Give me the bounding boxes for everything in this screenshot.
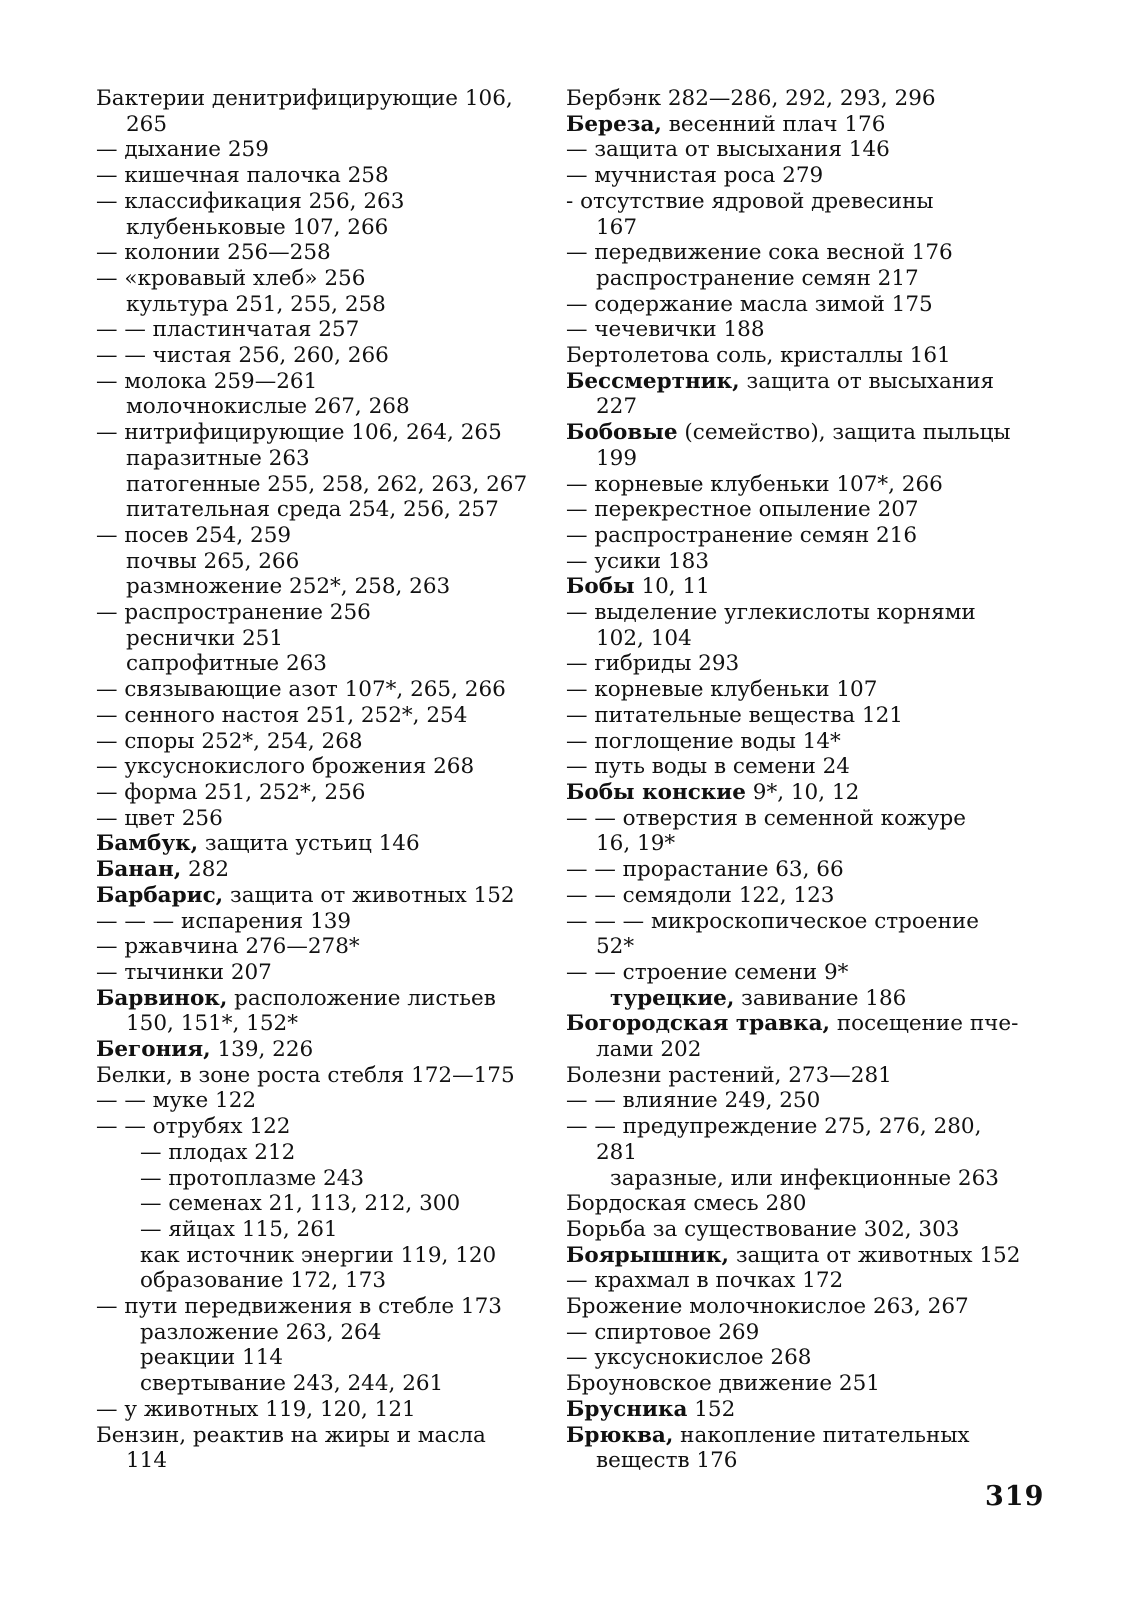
right-column xyxy=(566,86,1046,1474)
index-entry xyxy=(96,1191,556,1217)
index-text: — — чистая 256, 260, 266 xyxy=(96,343,389,369)
index-text: Бербэнк 282—286, 292, 293, 296 xyxy=(566,86,936,111)
index-text: 265 xyxy=(126,111,168,137)
index-text: — тычинки 207 xyxy=(96,959,272,985)
index-entry xyxy=(96,986,556,1012)
index-text: — питательные вещества 121 xyxy=(566,702,903,728)
index-text: — мучнистая роса 279 xyxy=(566,163,824,189)
index-entry xyxy=(96,86,556,112)
index-entry xyxy=(96,163,556,189)
index-entry xyxy=(96,677,556,703)
index-text: — корневые клубеньки 107*, 266 xyxy=(566,471,943,497)
index-entry xyxy=(566,394,1046,420)
index-entry xyxy=(566,215,1046,241)
index-text: — — семядоли 122, 123 xyxy=(566,882,835,908)
index-entry xyxy=(96,420,556,446)
index-entry xyxy=(96,1294,556,1320)
index-entry xyxy=(96,626,556,652)
index-entry xyxy=(96,446,556,472)
index-entry xyxy=(566,523,1046,549)
index-text: весенний плач 176 xyxy=(661,111,886,137)
index-term: Барбарис, xyxy=(96,882,224,908)
index-term: Бобы xyxy=(566,574,635,600)
index-entry xyxy=(566,729,1046,755)
index-text: — нитрифицирующие 106, 264, 265 xyxy=(96,420,502,446)
index-text: образование 172, 173 xyxy=(140,1268,387,1294)
index-text: — — — микроскопическое строение xyxy=(566,908,979,934)
index-entry xyxy=(96,1114,556,1140)
index-entry xyxy=(96,523,556,549)
index-entry xyxy=(96,472,556,498)
index-text: — уксуснокислое 268 xyxy=(566,1345,812,1371)
index-entry xyxy=(566,189,1046,215)
index-term: Богородская травка, xyxy=(566,1011,831,1037)
index-text: — у животных 119, 120, 121 xyxy=(96,1396,416,1422)
index-text: как источник энергии 119, 120 xyxy=(140,1242,497,1268)
index-text: — дыхание 259 xyxy=(96,137,269,163)
index-entry xyxy=(96,112,556,138)
index-entry xyxy=(566,1423,1046,1449)
index-text: Бактерии денитрифицирующие 106, xyxy=(96,86,513,111)
index-text: — — отрубях 122 xyxy=(96,1114,291,1140)
index-text: сапрофитные 263 xyxy=(126,651,327,677)
index-entry xyxy=(566,703,1046,729)
index-term: Бобовые xyxy=(566,420,678,446)
index-text: Бертолетова соль, кристаллы 161 xyxy=(566,343,951,369)
index-text: — передвижение сока весной 176 xyxy=(566,240,953,266)
index-text: расположение листьев xyxy=(227,985,496,1011)
index-entry xyxy=(96,780,556,806)
index-entry xyxy=(96,1345,556,1371)
index-entry xyxy=(566,857,1046,883)
index-text: защита от животных 152 xyxy=(728,1242,1021,1268)
index-entry xyxy=(96,189,556,215)
index-entry xyxy=(566,1268,1046,1294)
index-text: распространение семян 217 xyxy=(596,265,919,291)
index-text: — протоплазме 243 xyxy=(140,1165,365,1191)
index-term: Бегония, xyxy=(96,1037,211,1063)
index-text: — связывающие азот 107*, 265, 266 xyxy=(96,677,506,703)
index-entry xyxy=(566,343,1046,369)
index-entry xyxy=(566,1140,1046,1166)
index-entry xyxy=(566,472,1046,498)
index-text: — форма 251, 252*, 256 xyxy=(96,779,366,805)
index-entry xyxy=(96,240,556,266)
index-term: Береза, xyxy=(566,111,662,137)
index-text: 102, 104 xyxy=(596,625,692,651)
index-entry xyxy=(566,317,1046,343)
index-text: — распространение семян 216 xyxy=(566,522,918,548)
index-term: Барвинок, xyxy=(96,985,228,1011)
index-text: — — муке 122 xyxy=(96,1088,257,1114)
index-entry xyxy=(566,1345,1046,1371)
index-text: 227 xyxy=(596,394,638,420)
index-text: — — строение семени 9* xyxy=(566,959,849,985)
index-text: Бордоская смесь 280 xyxy=(566,1191,807,1217)
index-entry xyxy=(96,1140,556,1166)
index-term: Боярышник, xyxy=(566,1242,729,1268)
index-text: — классификация 256, 263 xyxy=(96,188,405,214)
index-text: — распространение 256 xyxy=(96,600,371,626)
index-text: — спиртовое 269 xyxy=(566,1319,760,1345)
index-entry xyxy=(96,1320,556,1346)
index-entry xyxy=(566,266,1046,292)
left-column xyxy=(96,86,556,1474)
index-entry xyxy=(566,1243,1046,1269)
index-text: — семенах 21, 113, 212, 300 xyxy=(140,1191,461,1217)
index-entry xyxy=(96,857,556,883)
index-text: — гибриды 293 xyxy=(566,651,740,677)
index-text: — содержание масла зимой 175 xyxy=(566,291,933,317)
index-text: 9*, 10, 12 xyxy=(745,779,860,805)
index-entry xyxy=(566,1166,1046,1192)
index-text: завивание 186 xyxy=(734,985,907,1011)
index-text: защита устьиц 146 xyxy=(198,831,420,857)
index-text: — сенного настоя 251, 252*, 254 xyxy=(96,702,468,728)
index-entry xyxy=(566,292,1046,318)
index-entry xyxy=(566,1294,1046,1320)
index-entry xyxy=(96,703,556,729)
index-entry xyxy=(96,1448,556,1474)
index-entry xyxy=(566,626,1046,652)
index-entry xyxy=(96,729,556,755)
index-text: 139, 226 xyxy=(210,1037,314,1063)
index-text: — — предупреждение 275, 276, 280, xyxy=(566,1114,982,1140)
index-text: — — — испарения 139 xyxy=(96,908,352,934)
index-text: патогенные 255, 258, 262, 263, 267 xyxy=(126,471,528,497)
index-text: 199 xyxy=(596,445,638,471)
index-text: Брожение молочнокислое 263, 267 xyxy=(566,1294,969,1320)
index-entry xyxy=(566,1448,1046,1474)
index-entry xyxy=(566,549,1046,575)
index-entry xyxy=(566,1088,1046,1114)
index-text: 281 xyxy=(596,1139,638,1165)
index-term: Брусника xyxy=(566,1396,688,1422)
index-entry xyxy=(566,112,1046,138)
index-term: Брюква, xyxy=(566,1422,674,1448)
index-entry xyxy=(96,1243,556,1269)
index-text: Болезни растений, 273—281 xyxy=(566,1062,892,1088)
index-text: — корневые клубеньки 107 xyxy=(566,677,878,703)
index-entry xyxy=(96,574,556,600)
index-text: питательная среда 254, 256, 257 xyxy=(126,497,499,523)
index-entry xyxy=(566,754,1046,780)
index-text: — посев 254, 259 xyxy=(96,522,292,548)
index-text: (семейство), защита пыльцы xyxy=(677,420,1011,446)
index-text: веществ 176 xyxy=(596,1448,738,1474)
index-entry xyxy=(566,1063,1046,1089)
index-term: Бобы конские xyxy=(566,779,746,805)
index-text: — перекрестное опыление 207 xyxy=(566,497,919,523)
index-text: посещение пче- xyxy=(830,1011,1019,1037)
index-entry xyxy=(96,369,556,395)
index-text: — — отверстия в семенной кожуре xyxy=(566,805,966,831)
index-text: — уксуснокислого брожения 268 xyxy=(96,754,475,780)
index-entry xyxy=(96,883,556,909)
index-entry xyxy=(96,1011,556,1037)
index-entry xyxy=(96,266,556,292)
index-entry xyxy=(566,651,1046,677)
index-text: Бензин, реактив на жиры и масла xyxy=(96,1422,486,1448)
index-text: заразные, или инфекционные 263 xyxy=(610,1165,999,1191)
index-text: — ржавчина 276—278* xyxy=(96,934,360,960)
index-entry xyxy=(96,394,556,420)
index-text: реснички 251 xyxy=(126,625,284,651)
index-entry xyxy=(566,1371,1046,1397)
index-text: защита от животных 152 xyxy=(223,882,515,908)
index-text: — молока 259—261 xyxy=(96,368,318,394)
page-number: 319 xyxy=(985,1481,1045,1512)
index-text: 150, 151*, 152* xyxy=(126,1011,298,1037)
index-entry xyxy=(566,677,1046,703)
index-text: — защита от высыхания 146 xyxy=(566,137,890,163)
index-entry xyxy=(96,343,556,369)
index-text: молочнокислые 267, 268 xyxy=(126,394,410,420)
index-entry xyxy=(566,1397,1046,1423)
index-text: — усики 183 xyxy=(566,548,709,574)
index-term: Банан, xyxy=(96,857,182,883)
index-text: — — пластинчатая 257 xyxy=(96,317,360,343)
index-text: — выделение углекислоты корнями xyxy=(566,600,976,626)
index-text: — колонии 256—258 xyxy=(96,240,331,266)
index-text: почвы 265, 266 xyxy=(126,548,300,574)
index-text: — «кровавый хлеб» 256 xyxy=(96,265,366,291)
index-entry xyxy=(566,806,1046,832)
index-entry xyxy=(96,960,556,986)
index-term: турецкие, xyxy=(610,985,735,1011)
index-entry xyxy=(566,883,1046,909)
index-text: клубеньковые 107, 266 xyxy=(126,214,389,240)
index-text: паразитные 263 xyxy=(126,445,310,471)
index-entry xyxy=(96,137,556,163)
index-entry xyxy=(566,909,1046,935)
index-entry xyxy=(566,1011,1046,1037)
index-entry xyxy=(96,934,556,960)
index-entry xyxy=(96,600,556,626)
index-text: - отсутствие ядровой древесины xyxy=(566,188,934,214)
index-text: — споры 252*, 254, 268 xyxy=(96,728,363,754)
index-text: — яйцах 115, 261 xyxy=(140,1216,338,1242)
index-text: 16, 19* xyxy=(596,831,676,857)
index-text: — кишечная палочка 258 xyxy=(96,163,389,189)
index-text: накопление питательных xyxy=(673,1422,970,1448)
index-entry xyxy=(96,1037,556,1063)
index-entry xyxy=(566,831,1046,857)
index-entry xyxy=(566,780,1046,806)
index-term: Бессмертник, xyxy=(566,368,740,394)
index-entry xyxy=(96,1268,556,1294)
index-entry xyxy=(566,1037,1046,1063)
index-entry xyxy=(96,1423,556,1449)
index-text: защита от высыхания xyxy=(739,368,995,394)
index-entry xyxy=(566,497,1046,523)
index-text: 167 xyxy=(596,214,638,240)
index-entry xyxy=(96,497,556,523)
index-entry xyxy=(566,1114,1046,1140)
index-entry xyxy=(96,1217,556,1243)
index-entry xyxy=(96,1063,556,1089)
index-text: — чечевички 188 xyxy=(566,317,765,343)
index-entry xyxy=(96,806,556,832)
index-text: 114 xyxy=(126,1448,168,1474)
index-entry xyxy=(96,651,556,677)
index-entry xyxy=(96,1397,556,1423)
index-entry xyxy=(566,163,1046,189)
index-text: Белки, в зоне роста стебля 172—175 xyxy=(96,1062,515,1088)
index-entry xyxy=(566,86,1046,112)
index-text: 10, 11 xyxy=(634,574,710,600)
index-entry xyxy=(96,1166,556,1192)
index-entry xyxy=(566,600,1046,626)
index-text: — — влияние 249, 250 xyxy=(566,1088,821,1114)
index-entry xyxy=(566,1191,1046,1217)
index-text: — поглощение воды 14* xyxy=(566,728,841,754)
index-text: Броуновское движение 251 xyxy=(566,1371,880,1397)
index-entry xyxy=(96,215,556,241)
index-text: — цвет 256 xyxy=(96,805,223,831)
index-entry xyxy=(96,754,556,780)
index-entry xyxy=(96,831,556,857)
index-entry xyxy=(566,934,1046,960)
index-text: культура 251, 255, 258 xyxy=(126,291,386,317)
index-text: реакции 114 xyxy=(140,1345,284,1371)
index-entry xyxy=(96,549,556,575)
index-text: — крахмал в почках 172 xyxy=(566,1268,844,1294)
index-entry xyxy=(566,420,1046,446)
index-entry xyxy=(566,1320,1046,1346)
index-text: Борьба за существование 302, 303 xyxy=(566,1216,960,1242)
index-text: разложение 263, 264 xyxy=(140,1319,382,1345)
index-text: размножение 252*, 258, 263 xyxy=(126,574,451,600)
index-text: 282 xyxy=(181,857,230,883)
index-entry xyxy=(96,292,556,318)
index-entry xyxy=(566,137,1046,163)
index-entry xyxy=(566,1217,1046,1243)
index-entry xyxy=(96,1088,556,1114)
index-text: лами 202 xyxy=(596,1037,702,1063)
index-text: — — прорастание 63, 66 xyxy=(566,857,844,883)
index-text: — плодах 212 xyxy=(140,1139,296,1165)
index-entry xyxy=(566,446,1046,472)
index-text: 52* xyxy=(596,934,635,960)
index-entry xyxy=(566,986,1046,1012)
index-text: свертывание 243, 244, 261 xyxy=(140,1371,444,1397)
index-entry xyxy=(566,574,1046,600)
index-entry xyxy=(566,369,1046,395)
index-text: — пути передвижения в стебле 173 xyxy=(96,1294,502,1320)
index-text: — путь воды в семени 24 xyxy=(566,754,850,780)
index-entry xyxy=(96,909,556,935)
index-entry xyxy=(566,240,1046,266)
index-text: 152 xyxy=(687,1396,736,1422)
index-entry xyxy=(96,1371,556,1397)
index-entry xyxy=(566,960,1046,986)
index-term: Бамбук, xyxy=(96,831,199,857)
index-entry xyxy=(96,317,556,343)
